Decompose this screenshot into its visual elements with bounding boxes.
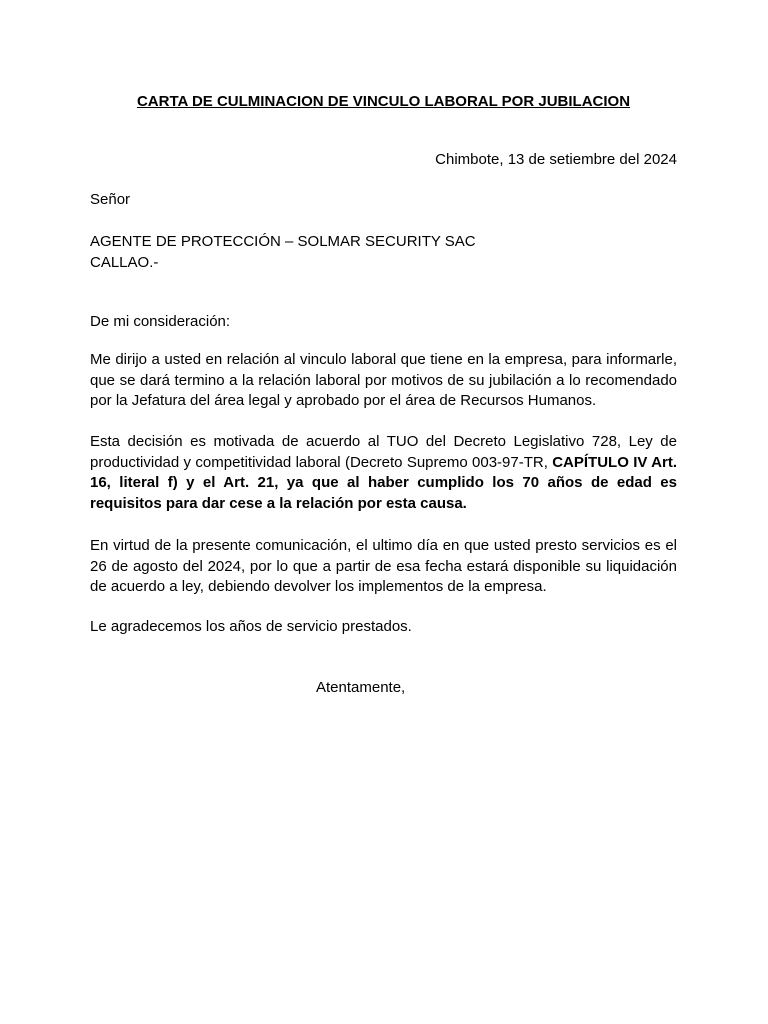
salutation: Señor <box>90 191 131 208</box>
recipient-location: CALLAO.- <box>90 254 159 271</box>
letter-date: Chimbote, 13 de setiembre del 2024 <box>435 151 677 168</box>
paragraph-legal-basis-bold: CAPÍTULO IV Art. 16, literal f) y el Art. 21, ya que al haber cumplido los 70 años de edad es requisitos para dar cese a la relación por esta causa. <box>90 453 677 512</box>
letter-page <box>90 0 677 1024</box>
paragraph-last-day: En virtud de la presente comunicación, el ultimo día en que usted presto servicios es el 26 de agosto del 2024, por lo que a partir de esa fecha estará disponible su liquidación de acuerdo a ley, debiendo devolver los implementos de la empresa. <box>90 537 677 595</box>
letter-title: CARTA DE CULMINACION DE VINCULO LABORAL POR JUBILACION <box>136 93 631 110</box>
closing: Atentamente, <box>316 679 406 696</box>
recipient-block <box>90 231 476 273</box>
recipient-name: AGENTE DE PROTECCIÓN – SOLMAR SECURITY SAC <box>90 233 476 250</box>
paragraph-legal-basis <box>90 432 677 514</box>
greeting: De mi consideración: <box>90 313 231 330</box>
paragraph-legal-basis-text: Esta decisión es motivada de acuerdo al TUO del Decreto Legislativo 728, Ley de productividad y competitividad laboral (Decreto Supremo 003-97-TR, <box>90 433 677 471</box>
thanks-line: Le agradecemos los años de servicio prestados. <box>90 618 412 635</box>
paragraph-intro: Me dirijo a usted en relación al vinculo laboral que tiene en la empresa, para informarle, que se dará termino a la relación laboral por motivos de su jubilación a lo recomendado por la Jefatura del área legal y aprobado por el área de Recursos Humanos. <box>90 351 677 409</box>
